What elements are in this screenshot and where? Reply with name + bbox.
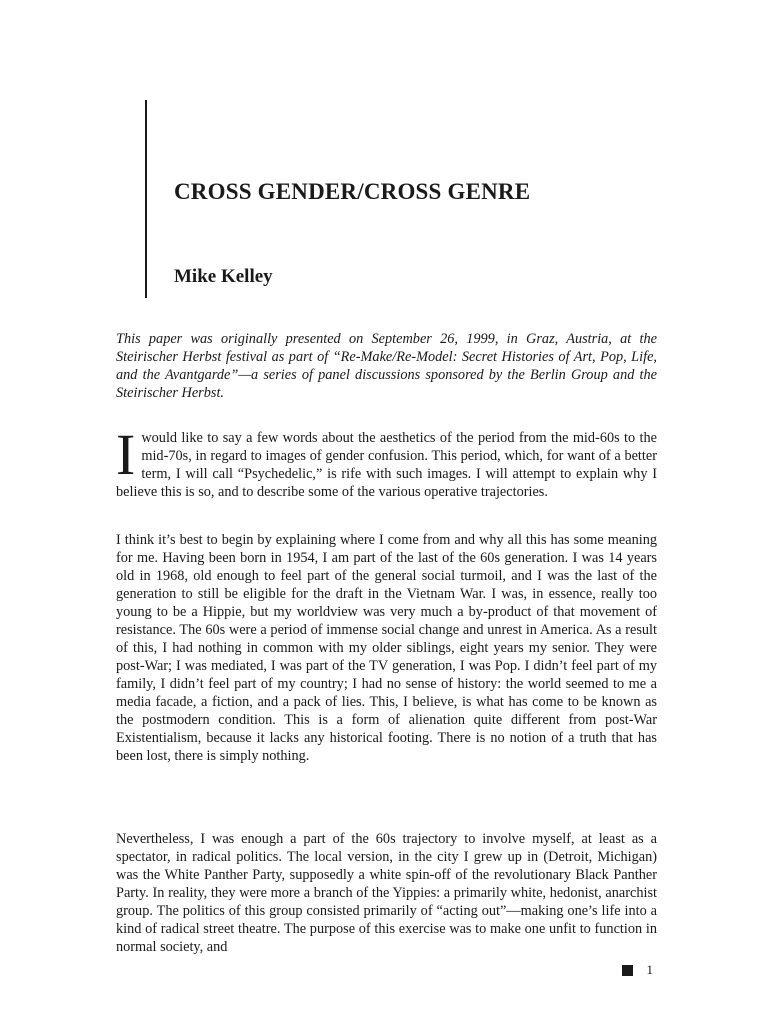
page-footer	[622, 962, 654, 978]
body-paragraph-3: Nevertheless, I was enough a part of the 60s trajectory to involve myself, at least as a spectator, in radical politics. The local version, in the city I grew up in (Detroit, Michigan) was the White Panther Party, supposedly a white spin-off of the revolutionary Black Panther Party. In reality, they were more a branch of the Yippies: a primarily white, hedonist, anarchist group. The politics of this group consisted primarily of “acting out”—making one’s life into a kind of radical street theatre. The purpose of this exercise was to make one unfit to function in normal society, and	[116, 831, 657, 955]
page-number: 1	[646, 962, 653, 977]
body-paragraph-2: I think it’s best to begin by explaining where I come from and why all this has some meaning for me. Having been born in 1954, I am part of the last of the 60s generation. I was 14 years old in 1968, old enough to feel part of the general social turmoil, and I was the last of the generation to still be eligible for the draft in the Vietnam War. I was, in essence, really too young to be a Hippie, but my worldview was very much a by-product of that movement of resistance. The 60s were a period of immense social change and unrest in America. As a result of this, I had nothing in common with my older siblings, eight years my senior. They were post-War; I was mediated, I was part of the TV generation, I was Pop. I didn’t feel part of my family, I didn’t feel part of my country; I had no sense of history: the world seemed to me a media facade, a fiction, and a pack of lies. This, I believe, is what has come to be known as the postmodern condition. This is a form of alienation quite different from post-War Existentialism, because it lacks any historical footing. There is no notion of a truth that has been lost, there is simply nothing.	[116, 532, 657, 764]
footer-square-icon	[622, 965, 633, 976]
article-title: CROSS GENDER/CROSS GENRE	[174, 179, 531, 204]
body-paragraph-1-text: would like to say a few words about the aesthetics of the period from the mid-60s to the mid-70s, in regard to images of gender confusion. This period, which, for want of a better term, I will call “Psychedelic,” is rife with such images. I will attempt to explain why I believe this is so, and to describe some of the various operative trajectories.	[116, 430, 657, 500]
header-vertical-rule	[145, 100, 147, 298]
article-abstract: This paper was originally presented on September 26, 1999, in Graz, Austria, at the Steirischer Herbst festival as part of “Re-Make/Re-Model: Secret Histories of Art, Pop, Life, and the Avantgarde”—a series of panel discussions sponsored by the Berlin Group and the Steirischer Herbst.	[116, 331, 657, 401]
author-name: Mike Kelley	[174, 266, 273, 287]
body-paragraph-1	[116, 422, 657, 501]
drop-cap: I	[116, 422, 136, 487]
